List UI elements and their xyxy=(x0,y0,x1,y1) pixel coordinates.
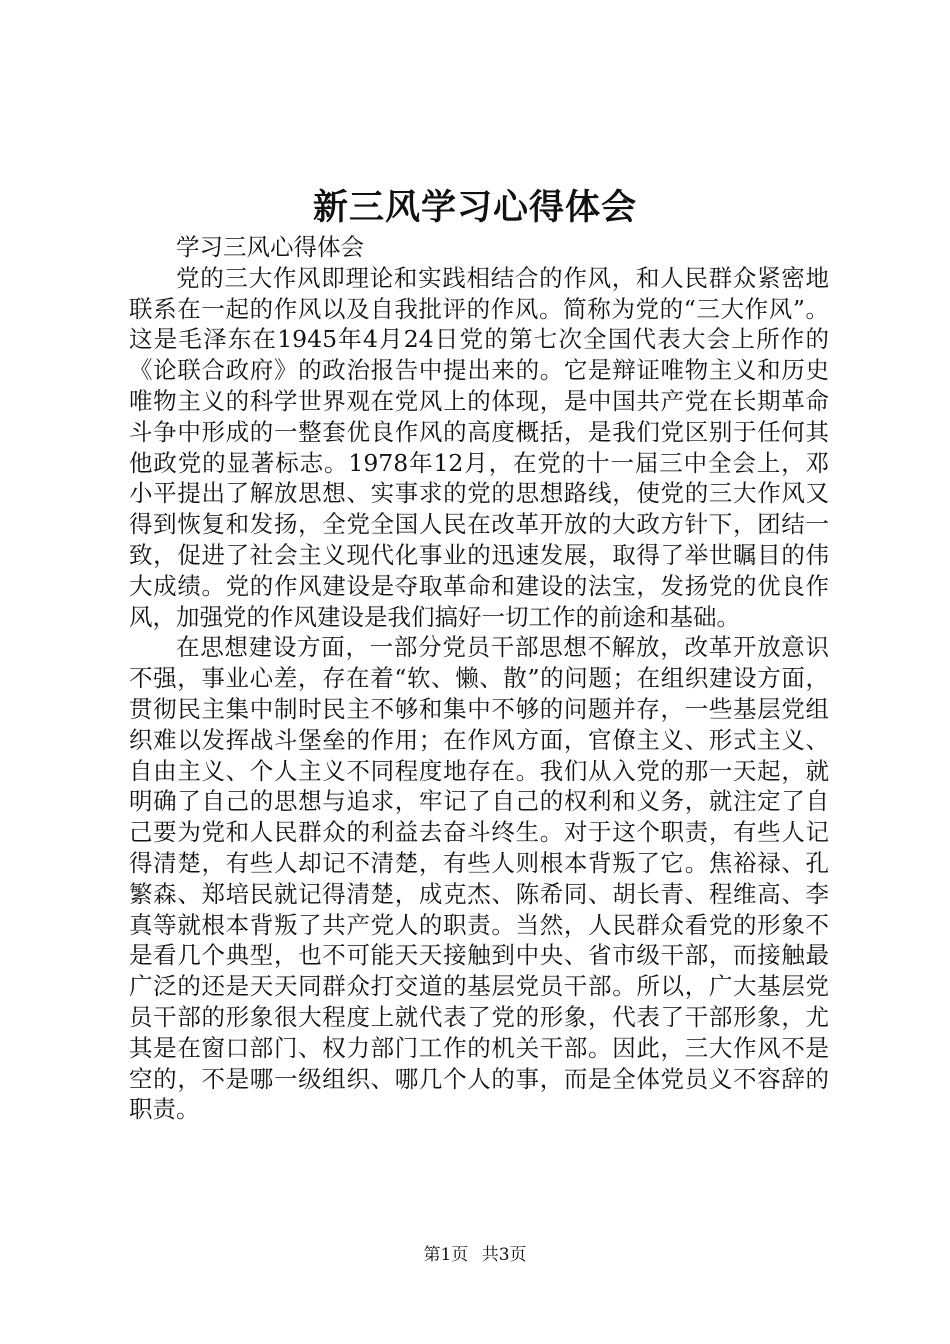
body-paragraph: 党的三大作风即理论和实践相结合的作风，和人民群众紧密地联系在一起的作风以及自我批评的作风。简称为党的“三大作风”。这是毛泽东在1945年4月24日党的第七次全国代表大会上所作的《论联合政府》的政治报告中提出来的。它是辩证唯物主义和历史唯物主义的科学世界观在党风上的体现，是中国共产党在长期革命斗争中形成的一整套优良作风的高度概括，是我们党区别于任何其他政党的显著标志。1978年12月，在党的十一届三中全会上，邓小平提出了解放思想、实事求的党的思想路线，使党的三大作风又得到恢复和发扬，全党全国人民在改革开放的大政方针下，团结一致，促进了社会主义现代化事业的迅速发展，取得了举世瞩目的伟大成绩。党的作风建设是夺取革命和建设的法宝，发扬党的优良作风，加强党的作风建设是我们搞好一切工作的前途和基础。 xyxy=(129,263,829,631)
page-footer xyxy=(0,1244,950,1266)
page-number: 第1页 xyxy=(423,1245,469,1265)
subtitle-paragraph: 学习三风心得体会 xyxy=(176,233,364,261)
page-total: 共3页 xyxy=(481,1245,527,1265)
body-paragraph: 在思想建设方面，一部分党员干部思想不解放，改革开放意识不强，事业心差，存在着“软、懒、散”的问题；在组织建设方面，贯彻民主集中制时民主不够和集中不够的问题并存，一些基层党组织难以发挥战斗堡垒的作用；在作风方面，官僚主义、形式主义、自由主义、个人主义不同程度地存在。我们从入党的那一天起，就明确了自己的思想与追求，牢记了自己的权利和义务，就注定了自己要为党和人民群众的利益去奋斗终生。对于这个职责，有些人记得清楚，有些人却记不清楚，有些人则根本背叛了它。焦裕禄、孔繁森、郑培民就记得清楚，成克杰、陈希同、胡长青、程维高、李真等就根本背叛了共产党人的职责。当然，人民群众看党的形象不是看几个典型，也不可能天天接触到中央、省市级干部，而接触最广泛的还是天天同群众打交道的基层党员干部。所以，广大基层党员干部的形象很大程度上就代表了党的形象，代表了干部形象，尤其是在窗口部门、权力部门工作的机关干部。因此，三大作风不是空的，不是哪一级组织、哪几个人的事，而是全体党员义不容辞的职责。 xyxy=(129,633,829,1124)
document-title: 新三风学习心得体会 xyxy=(312,187,637,228)
document-body xyxy=(129,232,829,1125)
